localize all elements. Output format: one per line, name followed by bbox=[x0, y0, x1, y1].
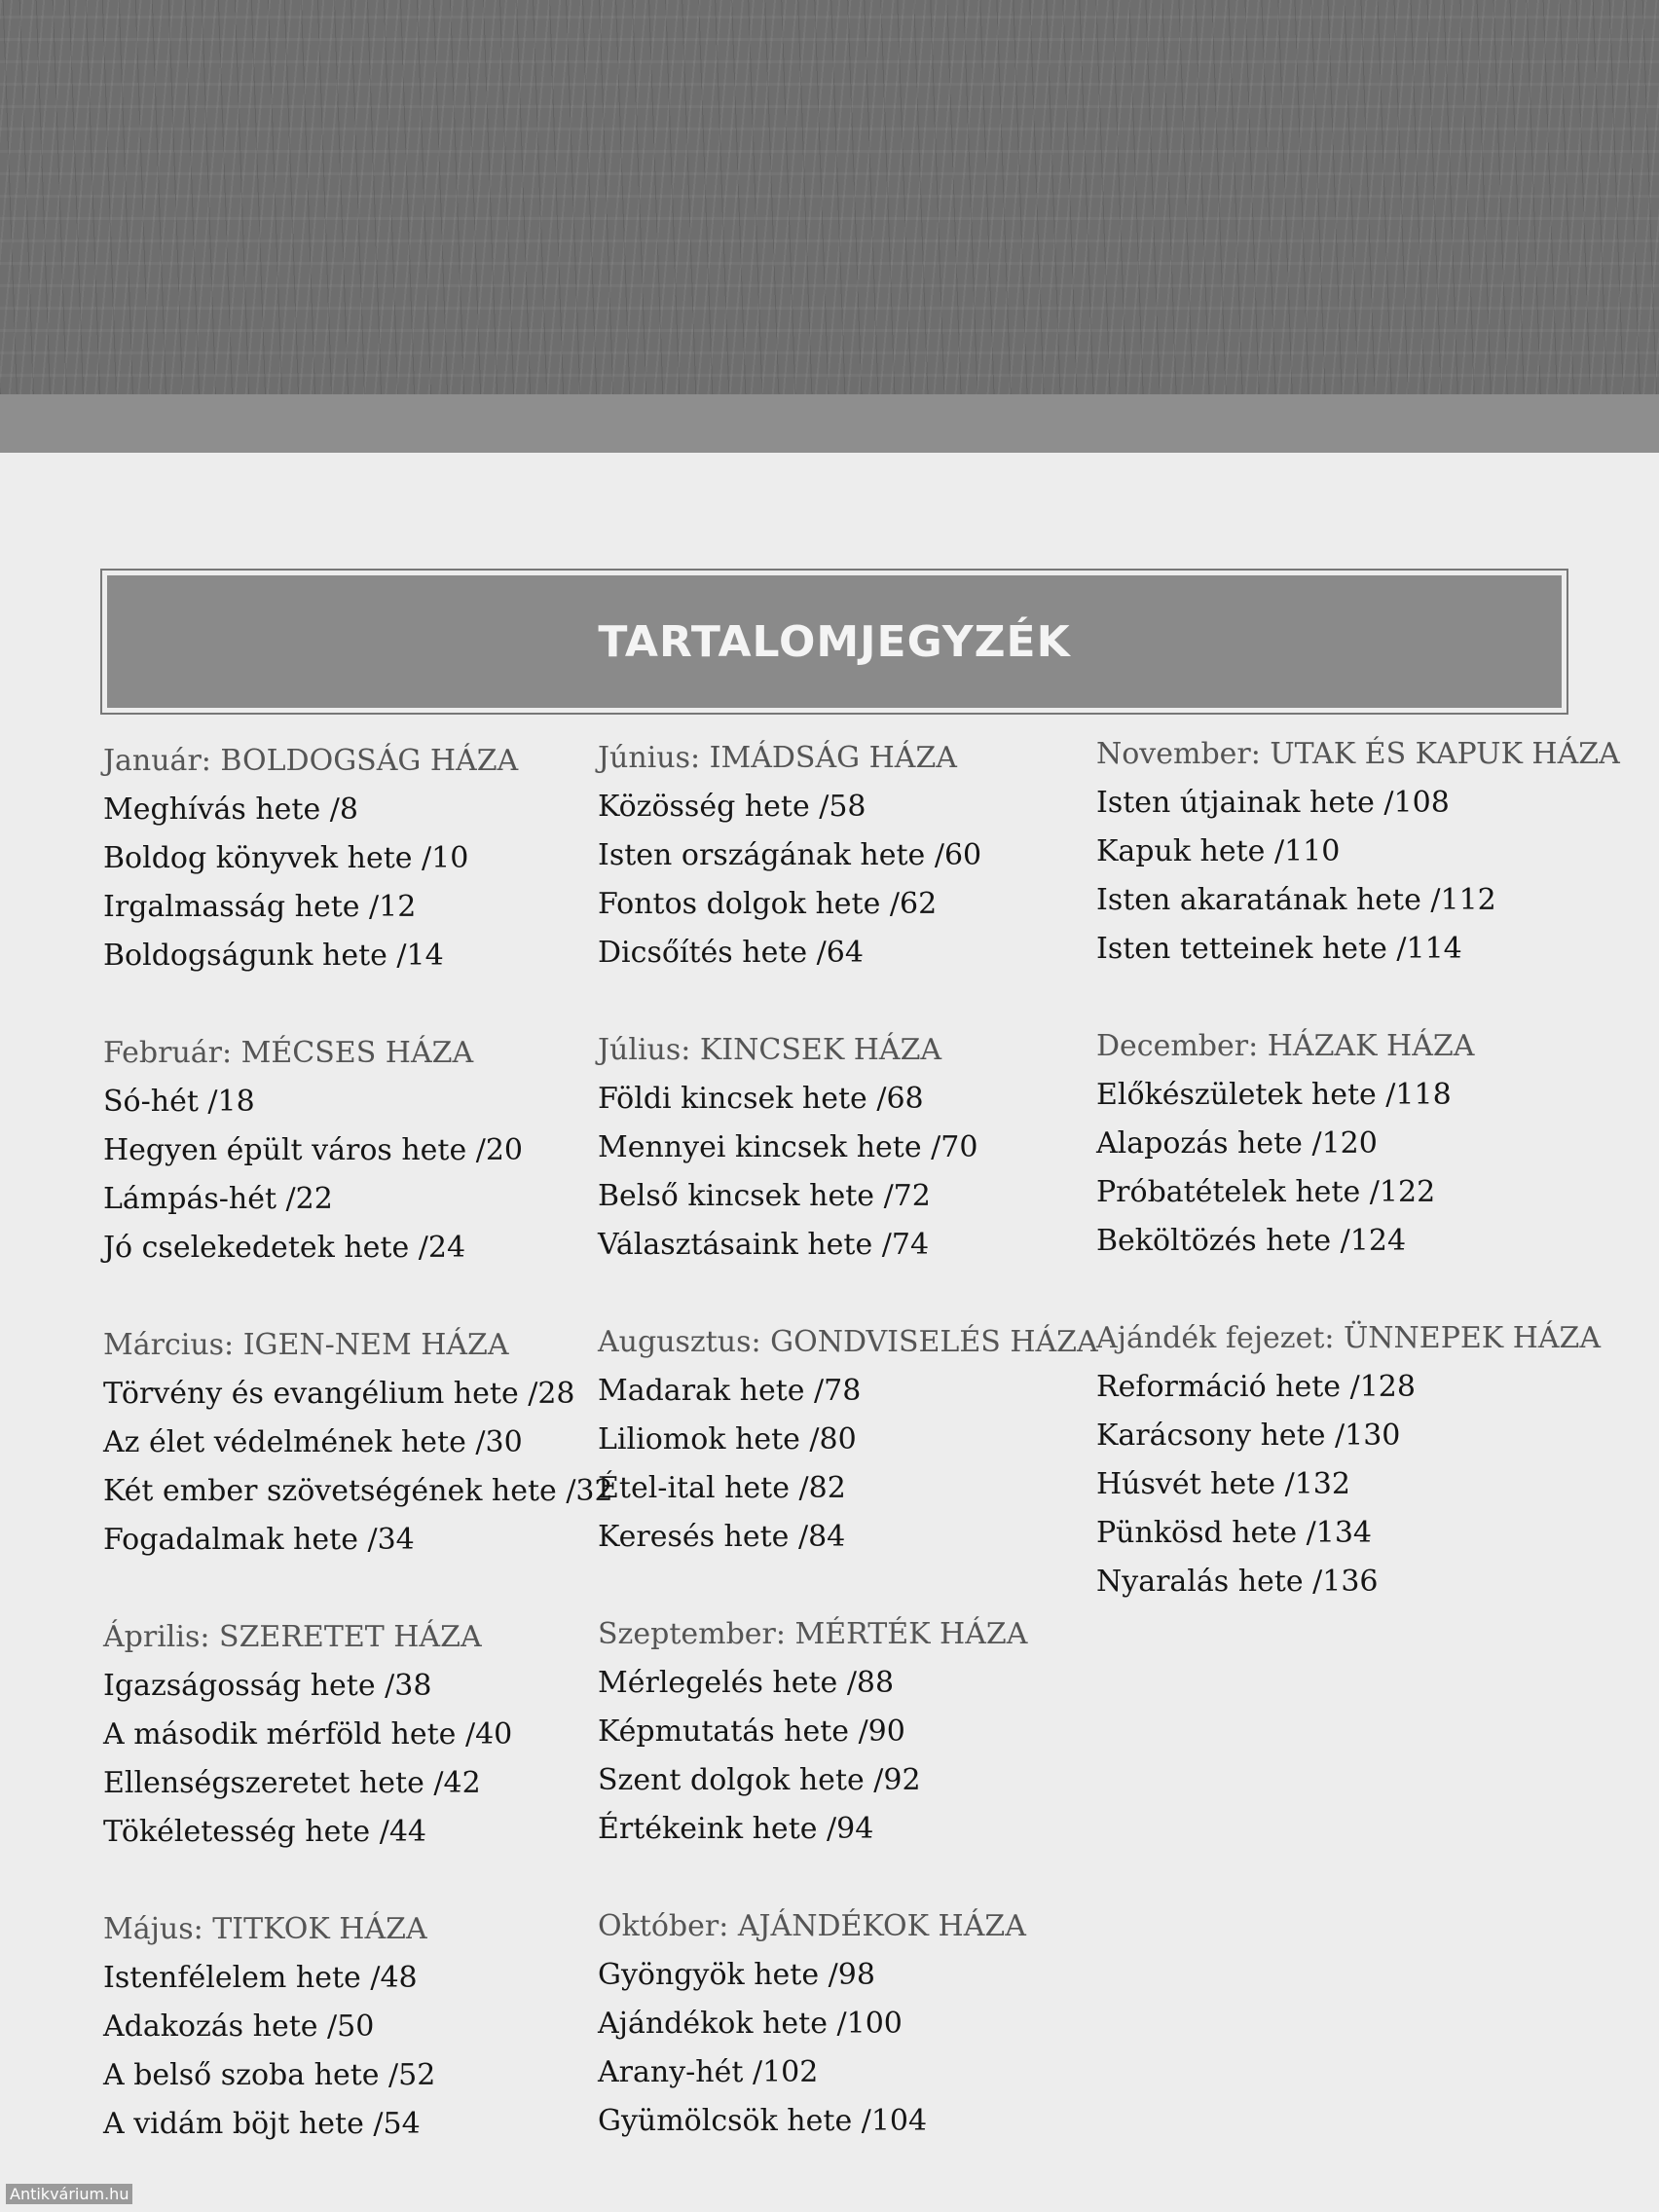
title-banner bbox=[100, 569, 1568, 715]
toc-entry: Meghívás hete /8 bbox=[103, 793, 358, 827]
toc-section bbox=[1096, 730, 1641, 1022]
toc-entry: Nyaralás hete /136 bbox=[1096, 1565, 1379, 1599]
section-heading: Augusztus: GONDVISELÉS HÁZA bbox=[598, 1325, 1098, 1359]
toc-section bbox=[103, 1029, 609, 1321]
title-banner-fill bbox=[107, 575, 1562, 708]
toc-entry: Közösség hete /58 bbox=[598, 790, 866, 824]
toc-entry: Karácsony hete /130 bbox=[1096, 1419, 1401, 1453]
toc-entry: Pünkösd hete /134 bbox=[1096, 1516, 1372, 1550]
section-heading: Október: AJÁNDÉKOK HÁZA bbox=[598, 1909, 1026, 1943]
toc-entry: Hegyen épült város hete /20 bbox=[103, 1133, 524, 1167]
toc-section bbox=[598, 1902, 1104, 2194]
toc-entry: Dicsőítés hete /64 bbox=[598, 936, 864, 970]
toc-section bbox=[1096, 1022, 1641, 1314]
toc-entry: Reformáció hete /128 bbox=[1096, 1370, 1416, 1404]
toc-column-2 bbox=[598, 734, 1104, 2194]
toc-entry: Isten tetteinek hete /114 bbox=[1096, 932, 1462, 966]
toc-section bbox=[103, 1321, 613, 1613]
toc-entry: Irgalmasság hete /12 bbox=[103, 890, 417, 924]
toc-entry: Szent dolgok hete /92 bbox=[598, 1763, 921, 1797]
toc-section bbox=[1096, 1314, 1641, 1606]
section-heading: Április: SZERETET HÁZA bbox=[103, 1620, 482, 1654]
toc-entry: Gyöngyök hete /98 bbox=[598, 1958, 875, 1992]
toc-entry: Mérlegelés hete /88 bbox=[598, 1666, 895, 1700]
toc-section bbox=[598, 734, 1104, 1026]
toc-section bbox=[598, 1610, 1104, 1902]
toc-entry: Kapuk hete /110 bbox=[1096, 834, 1341, 868]
toc-entry: Isten útjainak hete /108 bbox=[1096, 786, 1450, 820]
page-edge bbox=[0, 394, 1659, 455]
toc-section bbox=[598, 1026, 1104, 1318]
section-heading: Július: KINCSEK HÁZA bbox=[598, 1033, 942, 1067]
section-heading: Június: IMÁDSÁG HÁZA bbox=[598, 741, 957, 775]
toc-entry: Választásaink hete /74 bbox=[598, 1228, 930, 1262]
toc-entry: A vidám böjt hete /54 bbox=[103, 2107, 421, 2141]
toc-column-1 bbox=[103, 737, 613, 2197]
toc-entry: Keresés hete /84 bbox=[598, 1520, 846, 1554]
section-heading: Február: MÉCSES HÁZA bbox=[103, 1036, 474, 1070]
section-heading: Március: IGEN-NEM HÁZA bbox=[103, 1328, 509, 1362]
toc-entry: Só-hét /18 bbox=[103, 1085, 255, 1119]
toc-entry: Ellenségszeretet hete /42 bbox=[103, 1766, 481, 1800]
toc-entry: Törvény és evangélium hete /28 bbox=[103, 1377, 575, 1411]
toc-entry: Belső kincsek hete /72 bbox=[598, 1179, 931, 1213]
toc-entry: Ajándékok hete /100 bbox=[598, 2007, 903, 2041]
section-heading: Január: BOLDOGSÁG HÁZA bbox=[103, 744, 519, 778]
toc-entry: Képmutatás hete /90 bbox=[598, 1714, 905, 1749]
toc-entry: Istenfélelem hete /48 bbox=[103, 1961, 418, 1995]
toc-entry: Boldogságunk hete /14 bbox=[103, 939, 444, 973]
section-heading: Ajándék fejezet: ÜNNEPEK HÁZA bbox=[1096, 1321, 1602, 1355]
toc-entry: Értékeink hete /94 bbox=[598, 1812, 874, 1846]
toc-entry: Fogadalmak hete /34 bbox=[103, 1523, 415, 1557]
section-heading: December: HÁZAK HÁZA bbox=[1096, 1029, 1475, 1063]
toc-column-3 bbox=[1096, 730, 1641, 1606]
section-heading: Szeptember: MÉRTÉK HÁZA bbox=[598, 1617, 1028, 1651]
toc-entry: Húsvét hete /132 bbox=[1096, 1467, 1350, 1501]
toc-entry: Lámpás-hét /22 bbox=[103, 1182, 333, 1216]
toc-entry: Isten akaratának hete /112 bbox=[1096, 883, 1496, 917]
toc-entry: Liliomok hete /80 bbox=[598, 1422, 857, 1456]
toc-entry: Tökéletesség hete /44 bbox=[103, 1815, 426, 1849]
toc-entry: Arany-hét /102 bbox=[598, 2055, 819, 2089]
toc-entry: Próbatételek hete /122 bbox=[1096, 1175, 1436, 1209]
toc-entry: Az élet védelmének hete /30 bbox=[103, 1425, 523, 1459]
toc-entry: Alapozás hete /120 bbox=[1096, 1126, 1378, 1161]
toc-entry: Jó cselekedetek hete /24 bbox=[103, 1231, 466, 1265]
toc-entry: Előkészületek hete /118 bbox=[1096, 1078, 1452, 1112]
section-heading: Május: TITKOK HÁZA bbox=[103, 1912, 427, 1946]
toc-section bbox=[103, 737, 609, 1029]
toc-entry: Igazságosság hete /38 bbox=[103, 1669, 432, 1703]
background-texture bbox=[0, 0, 1659, 399]
section-heading: November: UTAK ÉS KAPUK HÁZA bbox=[1096, 737, 1620, 771]
toc-entry: Adakozás hete /50 bbox=[103, 2009, 375, 2044]
toc-entry: Isten országának hete /60 bbox=[598, 838, 982, 872]
toc-entry: Gyümölcsök hete /104 bbox=[598, 2104, 928, 2138]
toc-entry: Földi kincsek hete /68 bbox=[598, 1082, 924, 1116]
toc-entry: Étel-ital hete /82 bbox=[598, 1471, 846, 1505]
toc-section bbox=[103, 1613, 609, 1905]
toc-entry: Két ember szövetségének hete /32 bbox=[103, 1474, 613, 1508]
toc-entry: Boldog könyvek hete /10 bbox=[103, 841, 469, 875]
toc-section bbox=[598, 1318, 1104, 1610]
toc-entry: Beköltözés hete /124 bbox=[1096, 1224, 1407, 1258]
toc-entry: Fontos dolgok hete /62 bbox=[598, 887, 938, 921]
toc-entry: A második mérföld hete /40 bbox=[103, 1717, 513, 1751]
toc-entry: Madarak hete /78 bbox=[598, 1374, 862, 1408]
toc-section bbox=[103, 1905, 609, 2197]
page-title: TARTALOMJEGYZÉK bbox=[598, 616, 1071, 667]
toc-entry: Mennyei kincsek hete /70 bbox=[598, 1130, 978, 1164]
toc-entry: A belső szoba hete /52 bbox=[103, 2058, 436, 2092]
watermark: Antikvárium.hu bbox=[6, 2184, 132, 2204]
